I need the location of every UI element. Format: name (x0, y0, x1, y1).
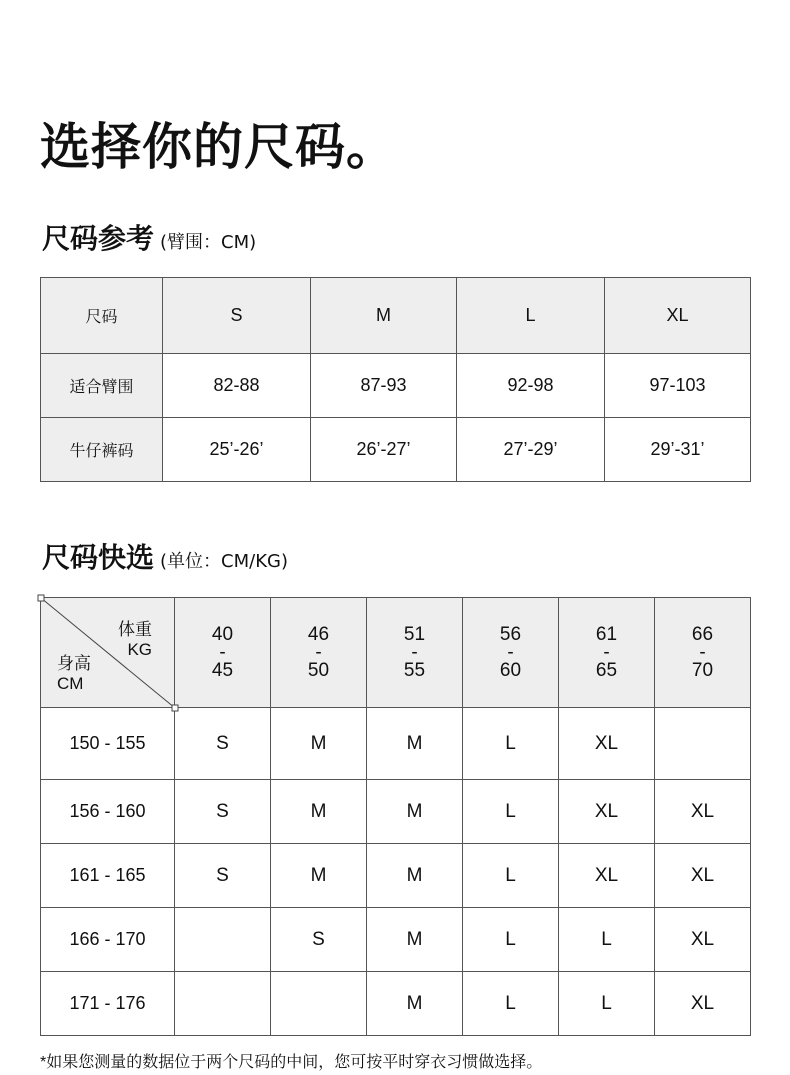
weight-range-header: 51 - 55 (367, 598, 463, 708)
size-cell: XL (655, 844, 751, 908)
size-quick-table (40, 597, 751, 1036)
weight-axis-label (118, 620, 152, 660)
size-cell (271, 972, 367, 1036)
size-cell: M (367, 908, 463, 972)
table-cell: 82-88 (163, 354, 311, 418)
header-cell: 尺码 (41, 278, 163, 354)
size-cell: S (271, 908, 367, 972)
table-cell: 27’-29’ (457, 418, 605, 482)
size-reference-unit: (臂围：CM) (160, 232, 257, 253)
weight-range-header: 66 - 70 (655, 598, 751, 708)
header-cell: M (311, 278, 457, 354)
size-cell: XL (559, 780, 655, 844)
size-cell: M (271, 780, 367, 844)
height-range-cell: 156 - 160 (41, 780, 175, 844)
size-cell: M (367, 972, 463, 1036)
size-reference-title: 尺码参考 (42, 222, 155, 255)
size-cell: XL (655, 908, 751, 972)
size-reference-table (40, 277, 751, 482)
weight-label: 体重 (118, 620, 152, 639)
weight-range-header: 46 - 50 (271, 598, 367, 708)
weight-range-header: 40 - 45 (175, 598, 271, 708)
table-row (41, 354, 751, 418)
weight-unit: KG (127, 640, 152, 659)
height-range-cell: 161 - 165 (41, 844, 175, 908)
size-quick-unit: (单位：CM/KG) (160, 551, 288, 572)
size-cell: XL (559, 708, 655, 780)
size-quick-heading (42, 538, 288, 582)
table-row (41, 780, 751, 844)
header-cell: XL (605, 278, 751, 354)
size-cell: XL (655, 780, 751, 844)
height-axis-label (57, 654, 91, 694)
size-reference-heading (42, 219, 256, 263)
table-row (41, 908, 751, 972)
table-row (41, 972, 751, 1036)
size-cell: L (463, 708, 559, 780)
table-header-row (41, 278, 751, 354)
size-cell: M (367, 708, 463, 780)
row-label: 牛仔裤码 (41, 418, 163, 482)
height-range-cell: 171 - 176 (41, 972, 175, 1036)
diagonal-header-cell (41, 598, 175, 708)
size-cell: XL (559, 844, 655, 908)
table-cell: 26’-27’ (311, 418, 457, 482)
table-row (41, 844, 751, 908)
size-cell: L (463, 908, 559, 972)
table-header-row (41, 598, 751, 708)
table-cell: 92-98 (457, 354, 605, 418)
height-range-cell: 150 - 155 (41, 708, 175, 780)
size-cell: M (367, 780, 463, 844)
table-cell: 29’-31’ (605, 418, 751, 482)
size-cell: L (559, 908, 655, 972)
size-cell: L (463, 780, 559, 844)
size-cell: M (271, 844, 367, 908)
size-cell (175, 972, 271, 1036)
size-cell: L (463, 844, 559, 908)
size-cell: S (175, 780, 271, 844)
size-cell: S (175, 708, 271, 780)
size-cell (175, 908, 271, 972)
height-range-cell: 166 - 170 (41, 908, 175, 972)
header-cell: L (457, 278, 605, 354)
header-cell: S (163, 278, 311, 354)
row-label: 适合臂围 (41, 354, 163, 418)
table-cell: 87-93 (311, 354, 457, 418)
page-title: 选择你的尺码。 (40, 118, 397, 176)
size-cell: M (367, 844, 463, 908)
height-label: 身高 (57, 654, 91, 673)
size-cell: XL (655, 972, 751, 1036)
table-cell: 97-103 (605, 354, 751, 418)
size-cell: L (559, 972, 655, 1036)
size-quick-title: 尺码快选 (42, 541, 155, 574)
size-cell (655, 708, 751, 780)
table-cell: 25’-26’ (163, 418, 311, 482)
footnote: *如果您测量的数据位于两个尺码的中间，您可按平时穿衣习惯做选择。 (40, 1054, 543, 1071)
size-cell: L (463, 972, 559, 1036)
table-row (41, 418, 751, 482)
size-cell: S (175, 844, 271, 908)
weight-range-header: 61 - 65 (559, 598, 655, 708)
height-unit: CM (57, 674, 84, 693)
table-row (41, 708, 751, 780)
weight-range-header: 56 - 60 (463, 598, 559, 708)
size-cell: M (271, 708, 367, 780)
